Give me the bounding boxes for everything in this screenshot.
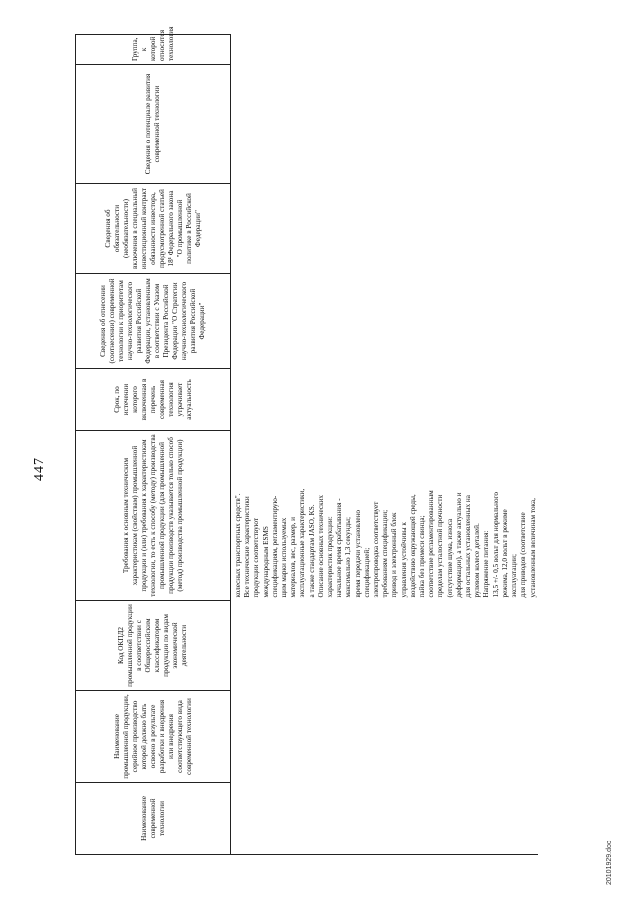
- description-line: продукции соответствуют: [252, 517, 261, 598]
- description-line: управления устойчивы к: [399, 522, 408, 598]
- description-line: эксплуатационные характеристики,: [298, 488, 307, 598]
- technology-table: [75, 26, 538, 855]
- description-line: для остальных установленных на: [464, 495, 473, 598]
- description-line: начальное время срабатывания -: [335, 498, 344, 598]
- description-line: электропроводка соответствует: [372, 501, 381, 598]
- description-line: рулевом колесе деталей.: [473, 523, 482, 598]
- description-line: щим марки используемых: [280, 517, 289, 598]
- requirements-description: [234, 434, 538, 598]
- header-relevance-term: Срок, по истечении которого включенная в перечень современная технология утрачивает актуальность: [76, 369, 231, 431]
- table-header-row: [76, 35, 231, 855]
- description-line: установленным величинам тока,: [528, 498, 537, 598]
- description-line: максимально 1,3 секунды;: [344, 517, 353, 598]
- description-line: требованиям спецификации;: [381, 509, 390, 598]
- header-development-potential: Сведения о потенциале развития современной технологии: [76, 65, 231, 184]
- description-line: международным ESMS: [261, 526, 270, 598]
- description-line: эксплуатации;: [510, 554, 519, 598]
- description-line: время передачи установлено: [353, 509, 362, 598]
- description-line: Все технические характеристики: [243, 496, 252, 598]
- cell-development-potential: [231, 65, 538, 184]
- cell-requirements: [231, 431, 538, 601]
- table-row: [231, 35, 538, 855]
- cell-priorities: [231, 274, 538, 369]
- description-line: спецификацией;: [362, 547, 371, 598]
- description-line: материалов, вес, размер, и: [289, 517, 298, 598]
- description-line: соответствие регламентированным: [427, 490, 436, 598]
- description-line: Напряжение питания:: [482, 530, 491, 598]
- description-line: 13,5 +/- 0,5 вольт для нормального: [491, 492, 500, 598]
- header-obligation: Сведения об обязательности (необязательности) включения в специальный инвестиционный контракт обязанности инвестора, предусмотренной статьей 18¹ Федерального закона "О промышленной политике в Российской Федерации": [76, 184, 231, 274]
- description-line: а также стандартам JASO, KS.: [307, 504, 316, 598]
- cell-obligation: [231, 184, 538, 274]
- header-group: Группа, к которой относится технология: [76, 35, 231, 65]
- cell-relevance-term: [231, 369, 538, 431]
- description-line: для приводов (соответствие: [519, 512, 528, 598]
- cell-group: [231, 35, 538, 65]
- description-line: колесных транспортных средств".: [234, 493, 242, 598]
- header-product-name: Наименование промышленной продукции, серийное производство которой должно быть освоено в результате разработки и внедрения или внедрения соответствующего вида современной технологии: [76, 691, 231, 783]
- cell-product-name: [231, 691, 538, 783]
- description-line: режима, 12,0 вольт в режиме: [500, 509, 509, 598]
- description-line: привод и электронный блок: [390, 512, 399, 598]
- page-number: 447: [32, 457, 47, 481]
- document-file-reference: 20101929.doc: [606, 840, 613, 885]
- cell-okpd2-code: [231, 601, 538, 691]
- header-priorities: Сведения об отнесении (соотнесении) современной технологии к приоритетам научно-технологического развития Российской Федерации, установленным в соответствии с Указом Президента Российской Федерации "О Стратегии научно-технологического развития Российской Федерации": [76, 274, 231, 369]
- rotated-document-sheet: [20, 25, 620, 885]
- description-line: пайка без примеси свинца;: [418, 515, 427, 598]
- cell-technology-name: [231, 783, 538, 855]
- description-line: характеристик продукции:: [326, 516, 335, 598]
- header-okpd2-code: Код ОКПД2 промышленной продукции в соответствии с Общероссийским классификатором продукции по видам экономической деятельности: [76, 601, 231, 691]
- description-line: Описание основных технических: [316, 494, 325, 598]
- header-technology-name: Наименование современной технологии: [76, 783, 231, 855]
- header-requirements: Требования к основным техническим характеристикам (свойствам) промышленной продукции и (или) требования к характеристикам технологии, то есть к способу (методу) производства промышленной продукции (для промышленной продукции производств указывается только способ (метод) производства промышленной продукции): [76, 431, 231, 601]
- description-line: деформации), а также актуально и: [454, 492, 463, 598]
- description-line: спецификациям, регламентирую-: [270, 495, 279, 598]
- description-line: пределам усталостной прочности: [436, 494, 445, 598]
- registry-table: [75, 26, 538, 855]
- description-line: воздействию окружающей среды,: [408, 494, 417, 598]
- description-line: (отсутствие шума, износа: [445, 518, 454, 598]
